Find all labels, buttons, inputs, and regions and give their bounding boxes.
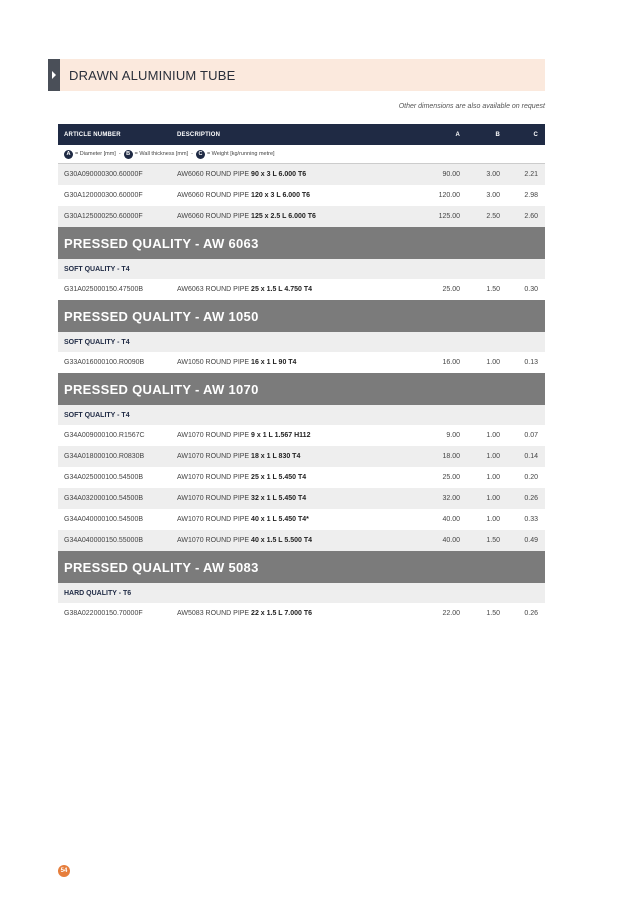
value-diameter: 125.00 [438,213,460,220]
value-weight: 0.07 [524,432,538,439]
table-header [58,124,545,145]
description-type: AW1070 ROUND PIPE [177,537,252,544]
value-weight: 0.33 [524,516,538,523]
description-size: 9 x 1 L 1.567 H112 [251,432,311,439]
header-tab [48,59,60,91]
description-size: 125 x 2.5 L 6.000 T6 [251,213,316,220]
description-type: AW1070 ROUND PIPE [177,453,252,460]
legend-separator: - [191,151,193,157]
legend-key-b: B [124,150,133,159]
table-row [58,509,545,530]
article-number: G30A125000250.60000F [64,213,143,220]
article-number: G34A040000100.54500B [64,516,144,523]
description-type: AW6060 ROUND PIPE [177,213,252,220]
description-type: AW1070 ROUND PIPE [177,474,252,481]
value-diameter: 16.00 [442,359,460,366]
value-weight: 0.13 [524,359,538,366]
value-wall-thickness: 3.00 [486,171,500,178]
table-row [58,164,545,185]
description-size: 25 x 1 L 5.450 T4 [251,474,307,481]
table-row [58,603,545,624]
description [177,495,422,502]
description [177,171,422,178]
article-number: G31A025000150.47500B [64,286,144,293]
product-table [58,124,545,624]
legend-text-c: = Weight [kg/running metre] [206,151,275,157]
column-header-article: ARTICLE NUMBER [64,131,121,138]
availability-note: Other dimensions are also available on request [398,103,545,110]
value-weight: 2.60 [524,213,538,220]
article-number: G38A022000150.70000F [64,610,143,617]
description [177,213,422,220]
pressed-quality-sections [58,227,545,624]
value-diameter: 32.00 [442,495,460,502]
table-row [58,352,545,373]
description-size: 40 x 1 L 5.450 T4* [251,516,309,523]
value-wall-thickness: 1.00 [486,359,500,366]
value-diameter: 9.00 [446,432,460,439]
value-weight: 2.21 [524,171,538,178]
value-wall-thickness: 1.00 [486,516,500,523]
value-diameter: 25.00 [442,474,460,481]
value-wall-thickness: 1.00 [486,432,500,439]
description-type: AW6060 ROUND PIPE [177,171,252,178]
section-title: PRESSED QUALITY - AW 1050 [58,300,545,332]
value-wall-thickness: 3.00 [486,192,500,199]
column-header-description: DESCRIPTION [177,131,221,138]
value-weight: 0.26 [524,610,538,617]
article-number: G34A025000100.54500B [64,474,144,481]
article-number: G34A040000150.55000B [64,537,144,544]
value-diameter: 25.00 [442,286,460,293]
description [177,474,422,481]
page-number: 54 [58,865,70,877]
section-title: PRESSED QUALITY - AW 5083 [58,551,545,583]
legend-text-a: = Diameter [mm] [75,151,116,157]
value-diameter: 90.00 [442,171,460,178]
value-diameter: 120.00 [438,192,460,199]
page-title: DRAWN ALUMINIUM TUBE [69,67,236,83]
value-weight: 0.14 [524,453,538,460]
table-row [58,279,545,300]
value-wall-thickness: 1.00 [486,495,500,502]
value-diameter: 40.00 [442,516,460,523]
value-weight: 0.30 [524,286,538,293]
value-weight: 0.20 [524,474,538,481]
section-subtitle: SOFT QUALITY - T4 [58,405,545,425]
description-size: 16 x 1 L 90 T4 [251,359,297,366]
description-type: AW5083 ROUND PIPE [177,610,252,617]
legend-text-b: = Wall thickness [mm] [134,151,189,157]
value-diameter: 22.00 [442,610,460,617]
article-number: G34A018000100.R0830B [64,453,145,460]
table-row [58,185,545,206]
description-size: 22 x 1.5 L 7.000 T6 [251,610,313,617]
description-type: AW1070 ROUND PIPE [177,495,252,502]
description [177,432,422,439]
article-number: G34A032000100.54500B [64,495,144,502]
value-weight: 2.98 [524,192,538,199]
value-weight: 0.49 [524,537,538,544]
description-size: 40 x 1.5 L 5.500 T4 [251,537,313,544]
table-row [58,425,545,446]
article-number: G34A009000100.R1567C [64,432,145,439]
description [177,453,422,460]
section-title: PRESSED QUALITY - AW 6063 [58,227,545,259]
description-size: 25 x 1.5 L 4.750 T4 [251,286,313,293]
section-subtitle: SOFT QUALITY - T4 [58,259,545,279]
legend-separator: - [118,151,121,157]
value-wall-thickness: 1.00 [486,474,500,481]
description [177,610,422,617]
description [177,286,422,293]
section-subtitle: SOFT QUALITY - T4 [58,332,545,352]
description-size: 120 x 3 L 6.000 T6 [251,192,311,199]
table-row [58,488,545,509]
description [177,192,422,199]
section-subtitle: HARD QUALITY - T6 [58,583,545,603]
table-row [58,446,545,467]
description-type: AW1070 ROUND PIPE [177,432,252,439]
legend-key-c: C [196,150,205,159]
table-row [58,530,545,551]
value-wall-thickness: 2.50 [486,213,500,220]
description [177,359,422,366]
table-row [58,206,545,227]
article-number: G30A120000300.60000F [64,192,143,199]
description-size: 18 x 1 L 830 T4 [251,453,301,460]
section-title: PRESSED QUALITY - AW 1070 [58,373,545,405]
value-wall-thickness: 1.00 [486,453,500,460]
legend-key-a: A [64,150,73,159]
description-type: AW6063 ROUND PIPE [177,286,252,293]
description-size: 32 x 1 L 5.450 T4 [251,495,307,502]
description-type: AW1070 ROUND PIPE [177,516,252,523]
value-wall-thickness: 1.50 [486,537,500,544]
table-row [58,467,545,488]
column-header-b: B [495,131,500,138]
description-size: 90 x 3 L 6.000 T6 [251,171,307,178]
value-diameter: 18.00 [442,453,460,460]
drawn-tube-rows [58,164,545,227]
value-wall-thickness: 1.50 [486,286,500,293]
column-legend [58,145,545,164]
description [177,537,422,544]
column-header-c: C [533,131,538,138]
section-header [48,59,545,91]
value-diameter: 40.00 [442,537,460,544]
article-number: G30A090000300.60000F [64,171,143,178]
description-type: AW6060 ROUND PIPE [177,192,252,199]
article-number: G33A016000100.R0090B [64,359,145,366]
value-weight: 0.26 [524,495,538,502]
description [177,516,422,523]
description-type: AW1050 ROUND PIPE [177,359,252,366]
column-header-a: A [455,131,460,138]
value-wall-thickness: 1.50 [486,610,500,617]
caret-right-icon [51,71,57,79]
